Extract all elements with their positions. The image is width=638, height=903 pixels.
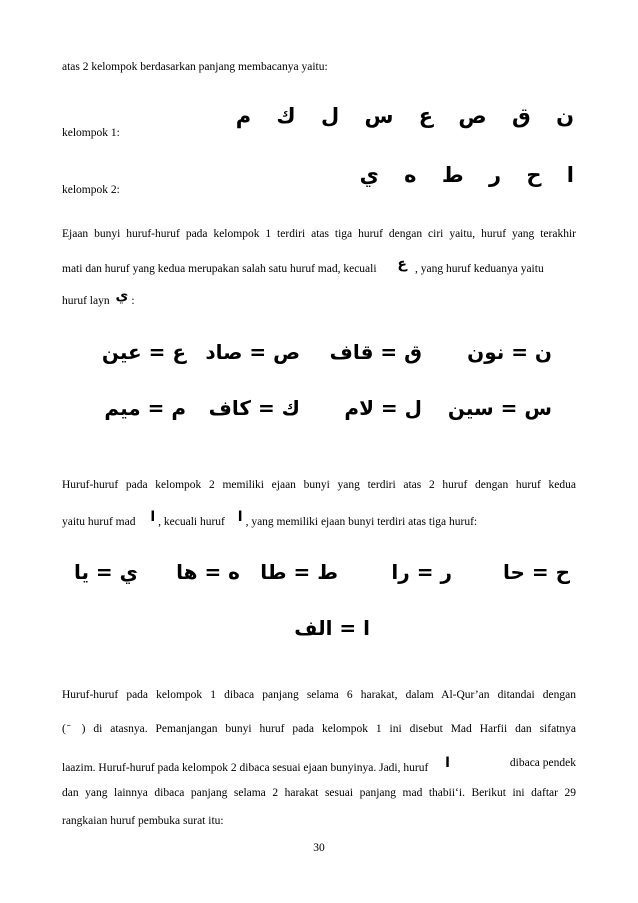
para2-alif-letter-1: ا: [150, 509, 156, 525]
para1-line3-text-b: :: [131, 295, 135, 307]
spelling-shad: ص = صاد: [205, 340, 300, 364]
para2-line2: [62, 510, 477, 529]
para3-line3-text-b: dibaca pendek: [509, 757, 576, 769]
para3-line5: rangkaian huruf pembuka surat itu:: [62, 815, 224, 827]
spelling-qaf: ق = قاف: [329, 340, 422, 364]
para2-line1: Huruf-huruf pada kelompok 2 memiliki ejaan bunyi yang terdiri atas 2 huruf dengan huruf kedua: [62, 479, 576, 491]
spelling-tha: ط = طا: [260, 560, 338, 584]
para1-line2-text-b: , yang huruf keduanya yaitu: [415, 263, 544, 275]
para1-line1: Ejaan bunyi huruf-huruf pada kelompok 1 terdiri atas tiga huruf dengan ciri yaitu, huruf yang terakhir: [62, 228, 576, 240]
spelling-alif: ا = الف: [294, 616, 370, 640]
para1-line3-text-a: huruf layn: [62, 295, 110, 307]
spelling-lam: ل = لام: [344, 396, 422, 420]
para3-line4: dan yang lainnya dibaca panjang selama 2 harakat sesuai panjang mad thabii‘i. Berikut ini daftar 29: [62, 787, 576, 799]
para3-line3-text-a: laazim. Huruf-huruf pada kelompok 2 dibaca sesuai ejaan bunyinya. Jadi, huruf: [62, 762, 429, 774]
para1-line3: [62, 289, 135, 308]
spelling-ain: ع = عين: [101, 340, 186, 364]
para1-ya-letter: ي: [115, 288, 129, 304]
group1-label: kelompok 1:: [62, 127, 120, 139]
para1-ain-letter: ع: [397, 256, 407, 272]
spelling-mim: م = ميم: [104, 396, 186, 420]
group2-label: kelompok 2:: [62, 184, 120, 196]
para1-line2-text-a: mati dan huruf yang kedua merupakan salah satu huruf mad, kecuali: [62, 263, 377, 275]
spelling-ha: ح = حا: [502, 560, 570, 584]
para3-line2: ( ̄ ) di atasnya. Pemanjangan bunyi huruf pada kelompok 1 ini disebut Mad Harfii dan sifatnya: [62, 723, 576, 735]
spelling-sin: س = سين: [447, 396, 552, 420]
spelling-nun: ن = نون: [467, 340, 552, 364]
spelling-kaf: ك = كاف: [208, 396, 300, 420]
para3-line3: [62, 756, 576, 775]
group2-arabic-letters: ا ح ر ط ه ي: [359, 163, 574, 187]
para2-line2-text-b: , kecuali huruf: [158, 516, 225, 528]
group1-arabic-letters: ن ق ص ع س ل ك م: [235, 104, 574, 128]
para2-line2-text-a: yaitu huruf mad: [62, 516, 136, 528]
para1-line2: [62, 257, 544, 276]
spelling-haa: ه = ها: [176, 560, 240, 584]
para3-alif-letter: ا: [445, 755, 450, 771]
spelling-ra: ر = را: [391, 560, 452, 584]
para2-line2-text-c: , yang memiliki ejaan bunyi terdiri atas tiga huruf:: [245, 516, 478, 528]
spelling-ya: ي = يا: [73, 560, 138, 584]
para2-alif-letter-2: ا: [237, 509, 243, 525]
page-number: 30: [313, 842, 325, 854]
intro-text: atas 2 kelompok berdasarkan panjang membacanya yaitu:: [62, 61, 328, 73]
para3-line1: Huruf-huruf pada kelompok 1 dibaca panjang selama 6 harakat, dalam Al-Qur’an ditandai dengan: [62, 689, 576, 701]
